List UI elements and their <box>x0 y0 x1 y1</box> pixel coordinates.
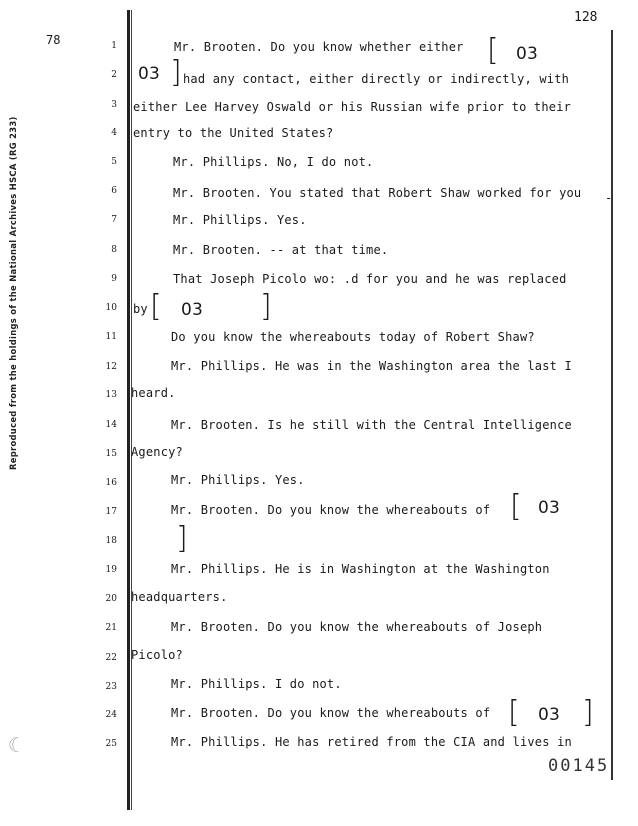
line-number: 20 <box>105 594 117 604</box>
line-number: 7 <box>111 215 117 225</box>
line-number: 24 <box>105 710 117 720</box>
margin-smudge-icon: ☾ <box>8 733 21 757</box>
transcript-line: Mr. Brooten. Is he still with the Central Intelligence <box>171 418 572 432</box>
transcript-line: either Lee Harvey Oswald or his Russian wife prior to their <box>133 100 572 114</box>
redaction-code: 03 <box>516 44 539 64</box>
line-number: 16 <box>105 478 117 488</box>
trailing-dash: - <box>605 191 613 205</box>
redaction-bracket-close: ] <box>176 521 188 556</box>
transcript-line: Mr. Brooten. Do you know the whereabouts of <box>171 503 491 517</box>
redaction-bracket-open: [ <box>508 695 520 730</box>
left-margin-rule <box>127 10 130 810</box>
line-number: 14 <box>105 420 117 430</box>
corner-mark: 78 <box>46 33 61 47</box>
transcript-line: entry to the United States? <box>133 126 334 140</box>
line-number: 15 <box>105 449 117 459</box>
line-number: 13 <box>105 390 117 400</box>
line-number: 1 <box>111 41 117 51</box>
transcript-line: Mr. Phillips. He is in Washington at the Washington <box>171 562 550 576</box>
line-number: 23 <box>105 682 117 692</box>
line-number: 11 <box>105 332 117 342</box>
transcript-line: Mr. Phillips. Yes. <box>171 473 305 487</box>
line-number: 21 <box>105 623 117 633</box>
page-number: 128 <box>574 10 598 25</box>
transcript-line: Mr. Brooten. -- at that time. <box>173 243 389 257</box>
line-number: 9 <box>111 274 117 284</box>
line-number: 25 <box>105 739 117 749</box>
line-number: 4 <box>111 128 117 138</box>
redaction-bracket-close: ] <box>582 695 594 730</box>
transcript-line: Mr. Brooten. Do you know whether either <box>174 40 464 54</box>
transcript-line: Mr. Phillips. He has retired from the CIA and lives in <box>171 735 572 749</box>
transcript-line: Agency? <box>131 445 183 459</box>
transcript-line: Mr. Brooten. You stated that Robert Shaw worked for you <box>173 186 582 200</box>
line-number: 19 <box>105 565 117 575</box>
redaction-bracket-open: [ <box>150 289 162 324</box>
redaction-code: 03 <box>538 705 561 725</box>
transcript-line: Picolo? <box>131 648 183 662</box>
transcript-line: Mr. Phillips. He was in the Washington area the last I <box>171 359 572 373</box>
transcript-line: That Joseph Picolo wo: .d for you and he was replaced <box>173 272 567 286</box>
line-number: 5 <box>111 157 117 167</box>
right-margin-rule <box>611 30 613 780</box>
redaction-bracket-close: ] <box>170 55 182 90</box>
redaction-bracket-open: [ <box>510 489 522 524</box>
line-number: 3 <box>111 100 117 110</box>
transcript-line: Mr. Brooten. Do you know the whereabouts of <box>171 706 491 720</box>
line-number: 18 <box>105 536 117 546</box>
line-number: 2 <box>111 70 117 80</box>
transcript-line: by <box>133 302 148 316</box>
line-number: 10 <box>105 303 117 313</box>
left-margin-rule-inner <box>131 10 132 810</box>
redaction-code: 03 <box>138 64 161 84</box>
redaction-code: 03 <box>538 498 561 518</box>
redaction-bracket-close: ] <box>260 289 272 324</box>
line-number: 17 <box>105 507 117 517</box>
redaction-bracket-open: [ <box>487 33 499 68</box>
archive-caption: Reproduced from the holdings of the National Archives HSCA (RG 233) <box>8 116 18 470</box>
transcript-line: Mr. Phillips. Yes. <box>173 213 307 227</box>
transcript-line: Do you know the whereabouts today of Robert Shaw? <box>171 330 535 344</box>
document-stamp: 00145 <box>548 756 610 776</box>
transcript-line: Mr. Phillips. I do not. <box>171 677 342 691</box>
transcript-line: had any contact, either directly or indirectly, with <box>183 72 570 86</box>
line-number: 12 <box>105 362 117 372</box>
redaction-code: 03 <box>181 300 204 320</box>
line-number: 8 <box>111 245 117 255</box>
transcript-line: heard. <box>131 386 176 400</box>
line-number: 22 <box>105 653 117 663</box>
line-number: 6 <box>111 186 117 196</box>
transcript-line: Mr. Brooten. Do you know the whereabouts of Joseph <box>171 620 543 634</box>
transcript-line: Mr. Phillips. No, I do not. <box>173 155 374 169</box>
transcript-line: headquarters. <box>131 590 228 604</box>
